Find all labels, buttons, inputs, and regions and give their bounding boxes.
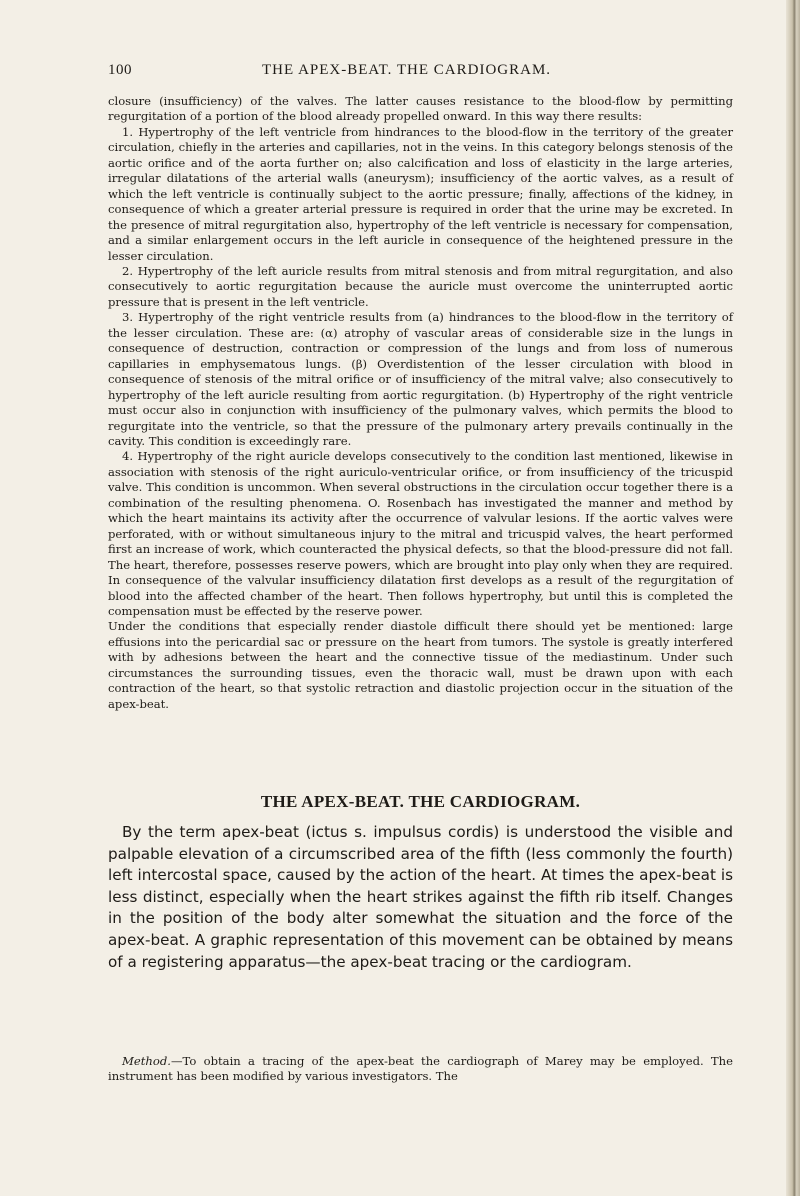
section-heading: THE APEX-BEAT. THE CARDIOGRAM. <box>260 792 581 811</box>
paragraph-continuation: closure (insufficiency) of the valves. The latter causes resistance to the blood-flow by permitting regurgitation of a portion of the blood already propelled onward. In this way there results: <box>108 94 733 124</box>
paragraph-item-1: 1. Hypertrophy of the left ventricle from hindrances to the blood-flow in the territory of the greater circulation, chiefly in the arteries and capillaries, not in the veins. In this category belongs stenosis of the aortic orifice and of the aorta further on; also calcification and loss of elasticity in the large arteries, irregular dilatations of the arterial walls (aneurysm); insufficiency of the aortic valves, as a result of which the left ventricle is continually subject to the aortic pressure; finally, affections of the kidney, in consequence of which a greater arterial pressure is required in order that the urine may be excreted. In the presence of mitral regurgitation also, hypertrophy of the left ventricle is necessary for compensation, and a similar enlargement occurs in the left auricle in consequence of the heightened pressure in the lesser circulation. <box>108 124 733 263</box>
page-edge-shadow <box>786 0 800 1196</box>
body-text <box>108 94 733 712</box>
method-section <box>108 1054 733 1085</box>
paragraph-item-2: 2. Hypertrophy of the left auricle results from mitral stenosis and from mitral regurgitation, and also consecutively to aortic regurgitation because the auricle must overcome the uninterrupted aortic pressure that is present in the left ventricle. <box>108 263 733 309</box>
section-lead <box>108 822 733 973</box>
running-title: THE APEX-BEAT. THE CARDIOGRAM. <box>262 62 552 78</box>
running-head <box>108 62 728 82</box>
lead-paragraph: By the term apex-beat (ictus s. impulsus cordis) is understood the visible and palpable elevation of a circumscribed area of the fifth (less commonly the fourth) left intercostal space, caused by the action of the heart. At times the apex-beat is less distinct, especially when the heart strikes against the fifth rib itself. Changes in the position of the body alter somewhat the situation and the force of the apex-beat. A graphic representation of this movement can be obtained by means of a registering apparatus—the apex-beat tracing or the cardiogram. <box>108 823 733 971</box>
page-number: 100 <box>108 62 132 78</box>
method-text: —To obtain a tracing of the apex-beat the cardiograph of Marey may be employed. The instrument has been modified by various investigators. The <box>108 1054 733 1084</box>
paragraph-item-4: 4. Hypertrophy of the right auricle develops consecutively to the condition last mentioned, likewise in association with stenosis of the right auriculo-ventricular orifice, or from insufficiency of the tricuspid valve. This condition is uncommon. When several obstructions in the circulation occur together there is a combination of the resulting phenomena. O. Rosenbach has investigated the manner and method by which the heart maintains its activity after the occurrence of valvular lesions. If the aortic valves were perforated, with or without simultaneous injury to the mitral and tricuspid valves, the heart performed first an increase of work, which counteracted the physical defects, so that the blood-pressure did not fall. The heart, therefore, possesses reserve powers, which are brought into play only when they are required. In consequence of the valvular insufficiency dilatation first develops as a result of the regurgitation of blood into the affected chamber of the heart. Then follows hypertrophy, but until this is completed the compensation must be effected by the reserve power. <box>108 449 733 618</box>
method-paragraph <box>108 1054 733 1085</box>
method-label: Method. <box>122 1054 171 1068</box>
paragraph-item-3: 3. Hypertrophy of the right ventricle results from (a) hindrances to the blood-flow in the territory of the lesser circulation. These are: (α) atrophy of vascular areas of considerable size in the lungs in consequence of destruction, contraction or compression of the lungs and from loss of numerous capillaries in emphysematous lungs. (β) Overdistention of the lesser circulation with blood in consequence of stenosis of the mitral orifice or of insufficiency of the mitral valve; also consecutively to hypertrophy of the left auricle resulting from aortic regurgitation. (b) Hypertrophy of the right ventricle must occur also in conjunction with insufficiency of the pulmonary valves, which permits the blood to regurgitate into the ventricle, so that the pressure of the pulmonary artery prevails continually in the cavity. This condition is exceedingly rare. <box>108 310 733 448</box>
paragraph-diastole: Under the conditions that especially render diastole difficult there should yet be mentioned: large effusions into the pericardial sac or pressure on the heart from tumors. The systole is greatly interfered with by adhesions between the heart and the connective tissue of the mediastinum. Under such circumstances the surrounding tissues, even the thoracic wall, must be drawn upon with each contraction of the heart, so that systolic retraction and diastolic projection occur in the situation of the apex-beat. <box>108 619 733 711</box>
